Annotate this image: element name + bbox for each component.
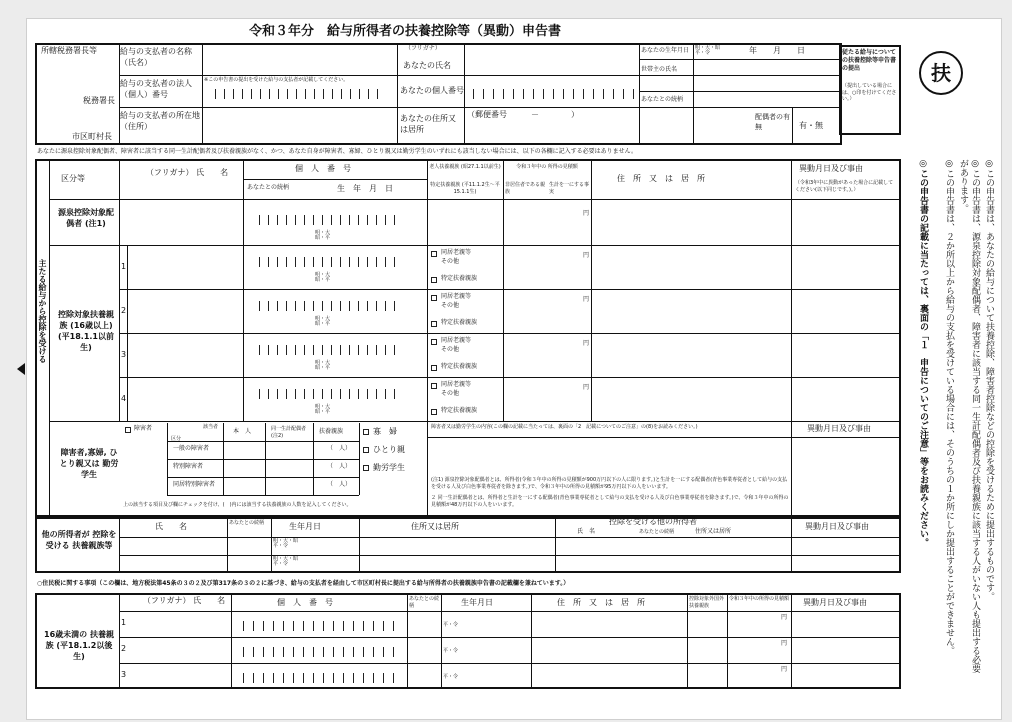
row4-era: 明・大 昭・平: [315, 404, 331, 416]
single-parent-label: ひとり親: [373, 445, 405, 454]
section-d-era-2: 明・大・昭 平・令: [273, 556, 299, 568]
secondary-salary-note: （提出している場合には、○印を付けてください。）: [842, 83, 897, 102]
city-suffix: 市区町村長: [72, 132, 112, 141]
resident-relation: あなたとの続柄: [409, 596, 440, 609]
general-disabled-label: 一般の障害者: [173, 445, 210, 452]
disabled-checkbox[interactable]: [125, 427, 131, 433]
row3-cohabit-label: 同居老親等: [441, 337, 472, 344]
col-birth: 生 年 月 日: [337, 184, 393, 193]
student-checkbox[interactable]: [363, 465, 369, 471]
your-number-label: あなたの個人番号: [400, 86, 464, 95]
row4-other-label: その他: [441, 390, 460, 397]
row3-specific-checkbox[interactable]: [431, 365, 437, 371]
birthdate-label: あなたの生年月日: [641, 47, 690, 54]
payer-number-note: ※この申告書の提出を受けた給与の支払者が記載してください。: [204, 77, 349, 83]
row2-era: 明・大 昭・平: [315, 316, 331, 328]
spouse-select[interactable]: 有・無: [799, 121, 823, 130]
row1-cohabit-label: 同居老親等: [441, 249, 472, 256]
row2-specific-checkbox[interactable]: [431, 321, 437, 327]
row3-era: 明・大 昭・平: [315, 360, 331, 372]
cohabit-special-count-field[interactable]: （ 人）: [327, 481, 352, 488]
your-name-label: あなたの氏名: [403, 61, 451, 70]
section-d-change: 異動月日及び事由: [805, 522, 869, 531]
section-d-other-relation: あなたとの続柄: [639, 529, 675, 535]
birthdate-field[interactable]: 年 月 日: [749, 46, 805, 55]
payer-address-label: 給与の支払者の所在地（住所）: [120, 111, 200, 131]
section-d-other-header: 控除を受ける他の所得者: [609, 517, 697, 526]
form-title: 令和３年分 給与所得者の扶養控除等（異動）申告書: [249, 24, 562, 39]
row-number-2: 2: [121, 306, 127, 315]
secondary-salary-label: 従たる給与について の扶養控除等申告書の提出: [842, 49, 897, 72]
col-change-note: （令和3年中に異動があった場合に記載してください(以下同じです。)。）: [795, 180, 894, 193]
resident-birth: 生年月日: [461, 598, 493, 607]
section-a-number-field[interactable]: [259, 215, 395, 225]
row4-yen: 円: [583, 384, 590, 391]
spouse-label: 配偶者の有無: [755, 113, 790, 131]
resident-number: 個 人 番 号: [277, 598, 333, 607]
section-d-other-name: 氏 名: [577, 528, 596, 535]
payer-address-field[interactable]: [203, 109, 396, 143]
section-a-label: 源泉控除対象配偶者 (注1): [58, 208, 114, 228]
row-number-1: 1: [121, 262, 127, 271]
row1-other-label: その他: [441, 258, 460, 265]
section-d-relation: あなたとの続柄: [229, 520, 265, 526]
resident-row1-yen: 円: [781, 614, 788, 621]
col-elder: 老人扶養親族 (昭27.1.1以前生): [429, 164, 501, 170]
side-note-1: ◎この申告書は、あなたの給与について扶養控除、障害者控除などの控除を受けるために提出するものです。: [984, 159, 994, 601]
col-change: 異動月日及び事由: [799, 164, 863, 173]
col-number: 個 人 番 号: [295, 164, 351, 173]
postal-code-field[interactable]: （郵便番号 － ）: [467, 110, 579, 119]
form-page: [26, 18, 1002, 720]
section-d-birth: 生年月日: [289, 522, 321, 531]
widow-label: 寡 婦: [373, 427, 397, 436]
widow-checkbox[interactable]: [363, 429, 369, 435]
note-2: ２ 同一生計配偶者とは、所得者と生計を一にする配偶者(青色事業専従者として給与の支払を受ける人及び白色事業専従者を除きます。)で、令和３年中の所得の見積額が48万円以下の人をいいます。: [431, 495, 789, 508]
applicable-label: 該当者: [203, 424, 219, 430]
section-d-other-address: 住所又は居所: [695, 528, 732, 535]
row3-number-field[interactable]: [259, 345, 395, 355]
section-a-era: 明・大 昭・平: [315, 230, 331, 242]
row4-cohabit-checkbox[interactable]: [431, 383, 437, 389]
col-nonresident: 非居住者である親族: [505, 182, 546, 195]
resident-furigana: （フリガナ） 氏 名: [142, 596, 226, 605]
row2-yen: 円: [583, 296, 590, 303]
resident-row-2: 2: [121, 644, 127, 653]
single-parent-checkbox[interactable]: [363, 447, 369, 453]
main-side-label: 主たる給与から控除を受ける: [38, 259, 47, 363]
row3-yen: 円: [583, 340, 590, 347]
arrow-left-icon: [17, 363, 25, 375]
form-badge: 扶: [919, 51, 963, 95]
row2-number-field[interactable]: [259, 301, 395, 311]
row1-era: 明・大 昭・平: [315, 272, 331, 284]
row4-cohabit-label: 同居老親等: [441, 381, 472, 388]
same-spouse-label: 同一生計配偶者(注2): [271, 426, 307, 439]
dependent-label: 扶養親族: [319, 428, 344, 435]
tax-office-suffix: 税務署長: [83, 96, 115, 105]
row4-specific-label: 特定扶養親族: [441, 407, 478, 414]
notice-line: あなたに源泉控除対象配偶者、障害者に該当する同一生計配偶者及び扶養親族がなく、かつ、あなた自身が障害者、寡婦、ひとり親又は勤労学生のいずれにも該当しない場合には、以下の各欄に記入する必要はありません。: [37, 148, 638, 155]
resident-row2-yen: 円: [781, 640, 788, 647]
row2-cohabit-label: 同居老親等: [441, 293, 472, 300]
row3-cohabit-checkbox[interactable]: [431, 339, 437, 345]
resident-header: ○住民税に関する事項（この欄は、地方税法第45条の３の２及び第317条の３の２に基づき、給与の支払者を経由して市区町村長に提出する給与所得者の扶養親族申告書の記載欄を兼ねています。）: [37, 580, 570, 587]
student-label: 勤労学生: [373, 463, 405, 472]
col-name: （フリガナ） 氏 名: [145, 168, 229, 177]
resident-change: 異動月日及び事由: [803, 598, 867, 607]
side-note-2: ◎この申告書は、源泉控除対象配偶者、障害者に該当する同一生計配偶者及び扶養親族に該当する人がいない人も提出する必要があります。: [958, 159, 980, 673]
resident-nonresident: 控除対象外国外扶養親族: [689, 596, 725, 609]
your-number-field[interactable]: [473, 89, 634, 99]
resident-row-3: 3: [121, 670, 127, 679]
col-income: 令和３年中の 所得の見積額: [516, 164, 578, 170]
resident-label: 16歳未満の 扶養親族 (平18.1.2以後生): [44, 630, 114, 661]
section-c-change: 異動月日及び事由: [807, 424, 871, 433]
householder-label: 世帯主の氏名: [641, 66, 678, 73]
payer-name-label: 給与の支払者の名称（氏名）: [120, 47, 192, 67]
content-header: 障害者又は勤労学生の内容(この欄の記載に当たっては、裏面の「2 記載についてのご注意」の(8)をお読みください。): [431, 424, 698, 430]
resident-row1-era: 平・令: [443, 622, 459, 628]
self-label: 本 人: [233, 428, 252, 435]
section-d-address: 住所又は居所: [411, 522, 459, 531]
row3-specific-label: 特定扶養親族: [441, 363, 478, 370]
special-count-field[interactable]: （ 人）: [327, 463, 352, 470]
note-1: (注1) 源泉控除対象配偶者とは、所得者(令和３年中の所得の見積額が900万円以下の人に限ります。)と生計を一にする配偶者(青色事業専従者として給与の支払を受ける人及び白色事業専従者を除きます。)で、令和３年中の所得の見積額が95万円以下の人をいいます。: [431, 477, 788, 490]
section-d-label: 他の所得者が 控除を受ける 扶養親族等: [41, 530, 117, 550]
relation-label: あなたとの続柄: [641, 96, 684, 103]
your-address-label: あなたの住所又は居所: [400, 114, 456, 134]
col-specific: 特定扶養親族 (平11.1.2生～平15.1.1生): [430, 182, 500, 195]
birthdate-era: 明・大・昭 平・令: [695, 45, 721, 57]
row1-specific-checkbox[interactable]: [431, 277, 437, 283]
resident-address: 住 所 又 は 居 所: [557, 598, 645, 607]
resident-row2-era: 平・令: [443, 648, 459, 654]
resident-row-1: 1: [121, 618, 127, 627]
section-a-yen: 円: [583, 210, 590, 217]
check-note: 上の該当する項目及び欄にチェックを付け、( )内には該当する扶養親族の人数を記入してください。: [123, 502, 352, 508]
col-category: 区分等: [61, 174, 85, 183]
row3-other-label: その他: [441, 346, 460, 353]
row1-yen: 円: [583, 252, 590, 259]
payer-name-field[interactable]: [203, 45, 396, 73]
resident-row3-number[interactable]: [243, 673, 394, 683]
special-disabled-label: 特別障害者: [173, 463, 204, 470]
row1-specific-label: 特定扶養親族: [441, 275, 478, 282]
col-address: 住 所 又 は 居 所: [617, 174, 705, 183]
section-b-label: 控除対象扶養親族 (16歳以上) (平18.1.1以前生): [58, 310, 114, 352]
furigana-label: （フリガナ）: [405, 45, 441, 52]
row1-number-field[interactable]: [259, 257, 395, 267]
col-same: 生計を一にする事実: [549, 182, 590, 195]
side-note-4: ◎この申告書の記載に当たっては、裏面の「１ 申告についてのご注意」等をお読みください。: [918, 159, 928, 547]
resident-grid: [35, 593, 901, 689]
resident-row1-number[interactable]: [243, 621, 394, 631]
row2-cohabit-checkbox[interactable]: [431, 295, 437, 301]
row4-number-field[interactable]: [259, 389, 395, 399]
section-d-name: 氏 名: [155, 522, 187, 531]
general-count-field[interactable]: （ 人）: [327, 445, 352, 452]
section-c-label: 障害者,寡婦, ひとり親又は 勤労学生: [59, 448, 119, 479]
section-d-era-1: 明・大・昭 平・令: [273, 538, 299, 550]
cohabit-special-label: 同居特別障害者: [173, 481, 216, 488]
row-number-3: 3: [121, 350, 127, 359]
row-number-4: 4: [121, 394, 127, 403]
resident-income: 令和３年中の所得の見積額: [729, 596, 790, 602]
tax-office-label: 所轄税務署長等: [41, 46, 97, 55]
col-relation: あなたとの続柄: [247, 184, 290, 191]
householder-field[interactable]: [694, 60, 841, 74]
row2-specific-label: 特定扶養親族: [441, 319, 478, 326]
your-name-field[interactable]: [465, 45, 638, 74]
disabled-label: 障害者: [134, 425, 153, 432]
row2-other-label: その他: [441, 302, 460, 309]
payer-number-field[interactable]: [215, 89, 378, 99]
relation-field[interactable]: [694, 92, 841, 106]
classification-label: 区分: [171, 436, 182, 442]
row1-cohabit-checkbox[interactable]: [431, 251, 437, 257]
resident-row3-era: 平・令: [443, 674, 459, 680]
payer-number-label: 給与の支払者の法人（個人）番号: [120, 79, 192, 99]
side-note-3: ◎この申告書は、２か所以上から給与の支払を受けている場合には、そのうちの１か所にしか提出することができません。: [944, 159, 954, 655]
resident-row2-number[interactable]: [243, 647, 394, 657]
resident-row3-yen: 円: [781, 666, 788, 673]
row4-specific-checkbox[interactable]: [431, 409, 437, 415]
